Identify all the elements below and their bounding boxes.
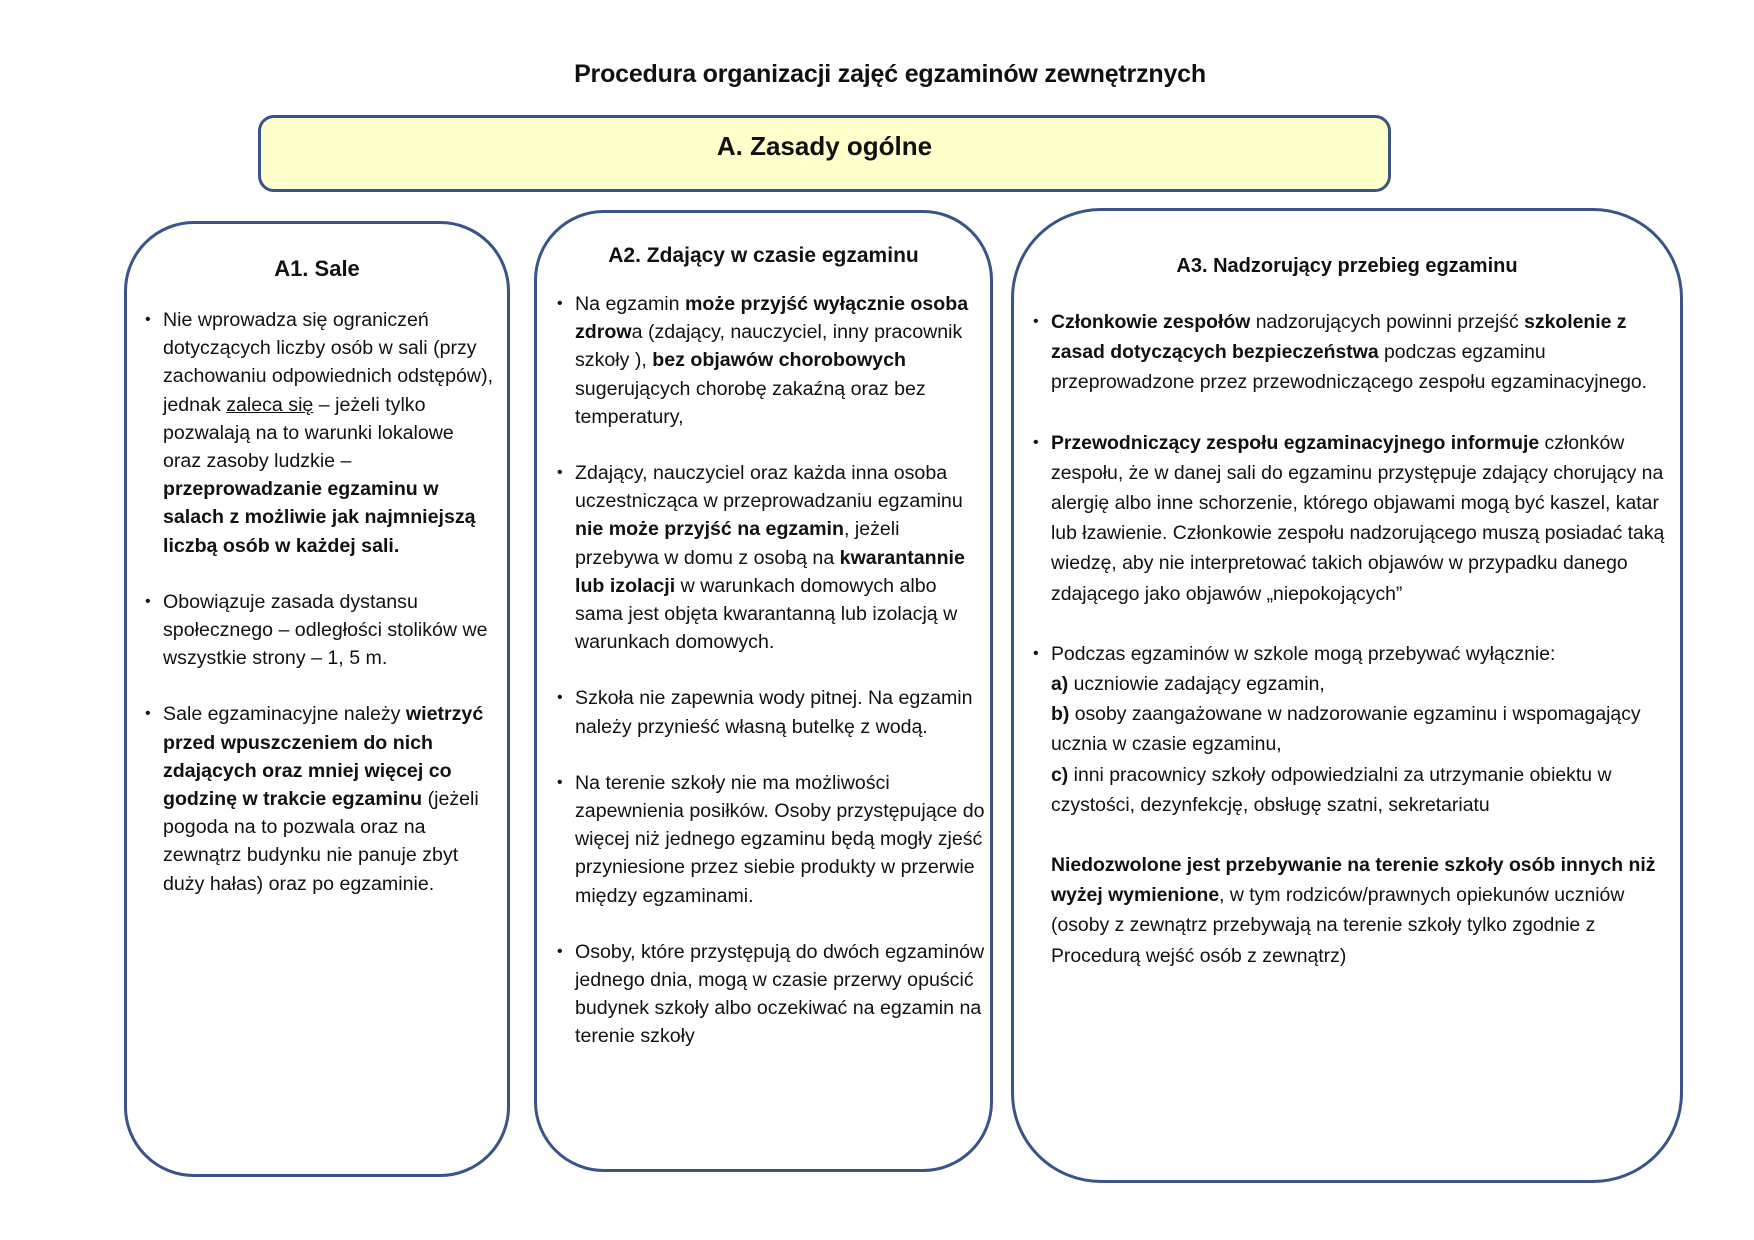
sub-item-label: c) xyxy=(1051,763,1069,786)
section-header-box xyxy=(258,115,1391,192)
item-underline-text: zaleca się xyxy=(226,393,314,416)
item-bold-text: Niedozwolone jest przebywanie na terenie szkoły osób innych niż wyżej wymienione xyxy=(1051,854,1656,907)
sub-item-label: a) xyxy=(1051,673,1069,696)
item-bold-text: szkolenie z zasad dotyczących bezpieczeństwa xyxy=(1051,311,1627,364)
sub-item-text: osoby zaangażowane w nadzorowanie egzaminu i wspomagający ucznia w czasie egzaminu, xyxy=(1051,703,1641,756)
list-item xyxy=(557,684,987,740)
item-text: członków zespołu, że w danej sali do egzaminu przystępuje zdający chorujący na alergię albo inne schorzenie, którego objawami mogą być kaszel, katar lub łzawienie. Członkowie zespołu nadzorującego muszą posiadać taką wiedzę, aby nie interpretować takich objawów w przypadku danego zdającego jako objawów „niepokojących” xyxy=(1051,431,1665,605)
item-text: Zdający, nauczyciel oraz każda inna osoba uczestnicząca w przeprowadzaniu egzaminu xyxy=(575,462,963,513)
sub-item-text: inni pracownicy szkoły odpowiedzialni za utrzymanie obiektu w czystości, dezynfekcję, obsługę szatni, sekretariatu xyxy=(1051,763,1612,816)
bullet-icon: • xyxy=(145,311,151,328)
item-text: , w tym rodziców/prawnych opiekunów uczniów (osoby z zewnątrz przebywają na terenie szkoły tylko zgodnie z Procedurą wejść osób z zewnątrz) xyxy=(1051,884,1625,967)
bullet-icon: • xyxy=(557,773,563,791)
list-item xyxy=(557,459,987,656)
page-title: Procedura organizacji zajęć egzaminów zewnętrznych xyxy=(574,60,1206,88)
list-item xyxy=(1033,307,1673,398)
list-item xyxy=(145,306,495,560)
item-bold-text: nie może przyjść na egzamin xyxy=(575,518,844,541)
sub-item-a xyxy=(1051,669,1673,699)
item-text: Na terenie szkoły nie ma możliwości zapewnienia posiłków. Osoby przystępujące do więcej niż jednego egzaminu będą mogły zjeść przyniesione przez siebie produkty w przerwie między egzaminami. xyxy=(575,771,985,907)
sub-item-c xyxy=(1051,760,1673,820)
bullet-list xyxy=(1033,307,1673,1001)
item-text: Szkoła nie zapewnia wody pitnej. Na egzamin należy przynieść własną butelkę z wodą. xyxy=(575,687,973,738)
column-a1-sale xyxy=(124,221,510,1177)
item-bold-text: przeprowadzanie egzaminu w salach z możliwie jak najmniejszą liczbą osób w każdej sali. xyxy=(163,478,476,557)
list-item xyxy=(145,588,495,673)
item-text: sugerujących chorobę zakaźną oraz bez temperatury, xyxy=(575,377,926,428)
item-text: Na egzamin xyxy=(575,293,685,315)
item-text: Sale egzaminacyjne należy xyxy=(163,703,406,726)
item-bold-text: wietrzyć przed wpuszczeniem do nich zdających oraz mniej więcej co godzinę w trakcie egzaminu xyxy=(163,703,484,811)
item-text: , jeżeli przebywa w domu z osobą na xyxy=(575,518,900,569)
item-bold-text: Członkowie zespołów xyxy=(1051,311,1251,333)
bullet-icon: • xyxy=(557,295,563,312)
list-item-paragraph xyxy=(1033,850,1673,971)
item-text: Podczas egzaminów w szkole mogą przebywać wyłącznie: xyxy=(1051,642,1556,665)
column-title: A1. Sale xyxy=(274,256,360,281)
list-item xyxy=(1033,428,1673,609)
bullet-icon: • xyxy=(557,689,563,707)
item-text: Osoby, które przystępują do dwóch egzaminów jednego dnia, mogą w czasie przerwy opuścić budynek szkoły albo oczekiwać na egzamin na terenie szkoły xyxy=(575,940,985,1048)
bullet-icon: • xyxy=(557,942,563,960)
list-item xyxy=(557,769,987,910)
sub-item-text: uczniowie zadający egzamin, xyxy=(1068,673,1325,696)
item-text: a (zdający, nauczyciel, inny pracownik szkoły ), xyxy=(575,321,963,372)
item-text: (jeżeli pogoda na to pozwala oraz na zewnątrz budynku nie panuje zbyt duży hałas) oraz po egzaminie. xyxy=(163,788,479,895)
list-item xyxy=(557,938,987,1051)
item-bold-text: może przyjść wyłącznie osoba zdrow xyxy=(575,293,969,344)
bullet-list xyxy=(145,306,495,926)
item-text: nadzorujących powinni przejść xyxy=(1250,311,1525,333)
bullet-icon: • xyxy=(145,592,151,610)
item-text: – jeżeli tylko pozwalają na to warunki lokalowe oraz zasoby ludzkie – xyxy=(163,393,454,473)
item-bold-text: bez objawów chorobowych xyxy=(652,349,906,372)
item-bold-text: kwarantannie lub izolacji xyxy=(575,546,965,597)
section-heading: A. Zasady ogólne xyxy=(716,131,933,161)
item-bold-text: Przewodniczący zespołu egzaminacyjnego informuje xyxy=(1051,431,1540,454)
item-text: podczas egzaminu przeprowadzone przez przewodniczącego zespołu egzaminacyjnego. xyxy=(1051,341,1648,394)
sub-item-label: b) xyxy=(1051,703,1070,726)
column-a3-nadzorujacy xyxy=(1011,208,1683,1183)
list-item xyxy=(1033,639,1673,820)
item-text: Nie wprowadza się ograniczeń dotyczących liczby osób w sali (przy zachowaniu odpowiednich odstępów), jednak xyxy=(163,309,494,416)
bullet-list xyxy=(557,290,987,1079)
bullet-icon: • xyxy=(557,464,563,482)
bullet-icon: • xyxy=(145,705,151,723)
sub-item-b xyxy=(1051,699,1673,759)
bullet-icon: • xyxy=(1033,313,1039,330)
item-text: w warunkach domowych albo sama jest objęta kwarantanną lub izolacją w warunkach domowych. xyxy=(575,574,958,654)
list-item xyxy=(145,700,495,897)
column-a2-zdajacy xyxy=(534,210,993,1172)
bullet-icon: • xyxy=(1033,644,1039,662)
item-text: Obowiązuje zasada dystansu społecznego – odległości stolików we wszystkie strony – 1, 5 m. xyxy=(163,590,488,670)
list-item xyxy=(557,290,987,431)
bullet-icon: • xyxy=(1033,433,1039,451)
column-title: A3. Nadzorujący przebieg egzaminu xyxy=(1176,255,1518,277)
column-title: A2. Zdający w czasie egzaminu xyxy=(608,244,919,267)
